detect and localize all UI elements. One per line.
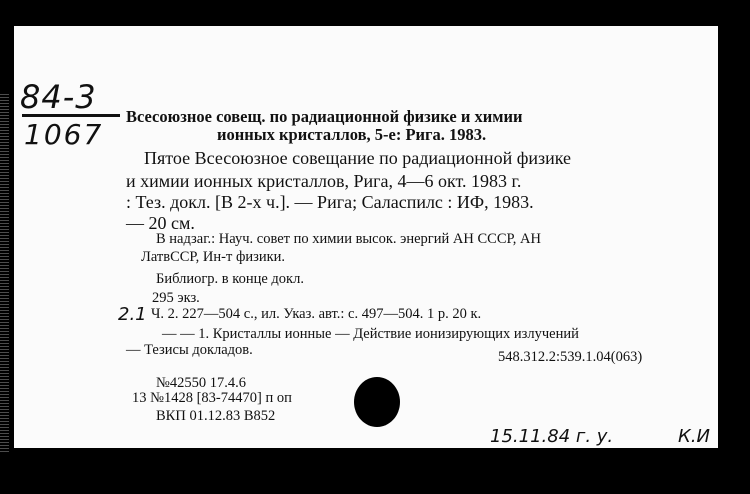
note-line-2: ЛатвССР, Ин-т физики. bbox=[141, 249, 286, 265]
body-line-1: Пятое Всесоюзное совещание по радиационной физике bbox=[144, 148, 572, 168]
pencil-mark: 2.1 bbox=[118, 304, 147, 325]
body-line-4: — 20 см. bbox=[126, 213, 195, 233]
udc-code: 548.312.2:539.1.04(063) bbox=[498, 349, 643, 365]
heading-line-1: Всесоюзное совещ. по радиационной физике и химии bbox=[126, 107, 523, 126]
bottom-line-2: 13 №1428 [83-74470] п оп bbox=[132, 390, 292, 406]
pencil-date: 15.11.84 г. у. bbox=[490, 426, 614, 447]
body-line-3: : Тез. докл. [В 2-х ч.]. — Рига; Саласпилс : ИФ, 1983. bbox=[126, 192, 534, 212]
call-number-top: 84-3 bbox=[20, 78, 97, 116]
punch-hole bbox=[354, 377, 400, 427]
bottom-line-3: ВКП 01.12.83 В852 bbox=[156, 408, 276, 424]
note-line-7: — Тезисы докладов. bbox=[126, 342, 253, 358]
heading-line-2: ионных кристаллов, 5-е: Рига. 1983. bbox=[217, 125, 487, 144]
call-number-bottom: 1067 bbox=[24, 118, 104, 151]
note-line-6: — — 1. Кристаллы ионные — Действие ионизирующих излучений bbox=[162, 326, 579, 342]
pencil-initials: К.И bbox=[678, 426, 710, 447]
note-line-3: Библиогр. в конце докл. bbox=[156, 271, 304, 287]
body-line-2: и химии ионных кристаллов, Рига, 4—6 окт. 1983 г. bbox=[126, 171, 522, 191]
note-line-5: Ч. 2. 227—504 с., ил. Указ. авт.: с. 497—504. 1 р. 20 к. bbox=[151, 306, 482, 322]
call-number-divider bbox=[22, 114, 120, 117]
catalog-card bbox=[14, 26, 718, 448]
scan-edge-stripe bbox=[0, 92, 9, 452]
note-line-1: В надзаг.: Науч. совет по химии высок. энергий АН СССР, АН bbox=[156, 231, 541, 247]
bottom-line-1: №42550 17.4.6 bbox=[156, 375, 246, 391]
note-line-4: 295 экз. bbox=[152, 290, 200, 306]
